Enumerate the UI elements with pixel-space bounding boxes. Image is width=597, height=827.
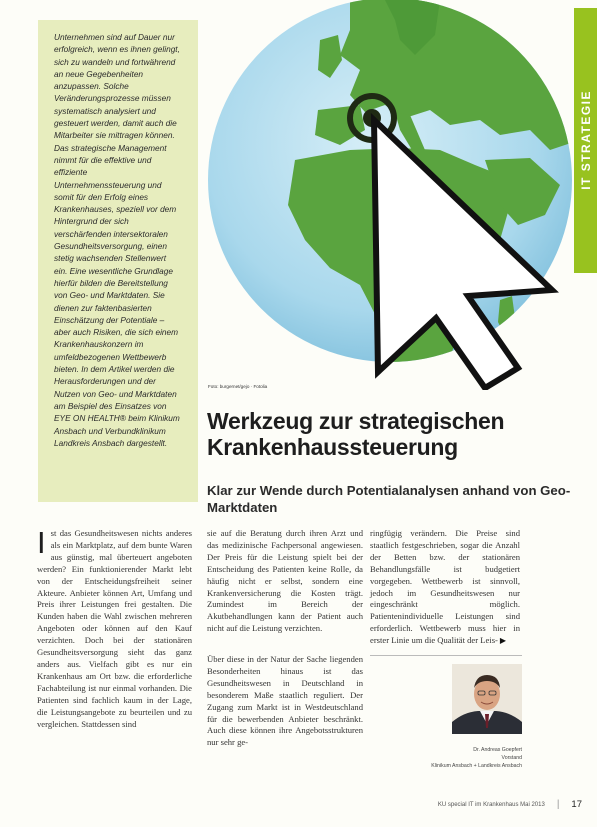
section-tab-label: IT STRATEGIE (578, 90, 593, 190)
drop-cap: I (37, 525, 46, 560)
body-column-2-top: sie auf die Beratung durch ihren Arzt und das medizinische Fachpersonal angewiesen. Der Preis für die Leistung spielt bei der Entscheidung des Patienten keine Rolle, da häufig nicht er selbst, sondern eine Krankenversicherung die Kosten trägt. Zumindest im Bereich der Akutbehandlungen kann der Patient auch nicht auf die Leistung verzichten. (207, 528, 363, 634)
portrait-caption (372, 746, 522, 771)
publication-name: KU special IT im Krankenhaus Mai 2013 (437, 801, 545, 808)
author-portrait (452, 664, 522, 734)
globe-cursor-graphic (200, 0, 580, 390)
article-title: Werkzeug zur strategischen Krankenhaussteuerung (207, 408, 505, 460)
portrait-role: Vorstand (501, 755, 522, 762)
body-column-1: Ist das Gesundheitswesen nichts anderes als ein Marktplatz, auf dem bunte Waren aus günstig, mal überteuert angeboten werden? Ein funktionierender Markt lebt von der Entscheidungsfreiheit seiner Akteure. Anbieter können Art, Umfang und Preis ihrer Leistungen frei gestalten. Die Kunden haben die Wahl zwischen mehreren Angeboten oder können auf den Kauf verzichten. Doch bei der stationären Gesundheitsversorgung sieht das ganz anders aus. Vielfach gibt es nur ein Krankenhaus am Ort bzw. die erforderliche Fachabteilung ist nur einmal vorhanden. Die Patienten sind fachlich kaum in der Lage, die Leistungsangebote zu beurteilen und zu vergleichen. Stattdessen sind (37, 525, 192, 729)
page-number: 17 (571, 799, 582, 810)
portrait-image (452, 664, 522, 734)
portrait-name: Dr. Andreas Goepfert (473, 747, 522, 753)
hero-illustration (200, 0, 580, 390)
body-column-3: ringfügig verändern. Die Preise sind staatlich festgeschrieben, sogar die Anzahl der Betten bzw. der stationären Behandlungsfälle ist budgetiert vorgegeben. Wettbewerb ist sinnvoll, jedoch im Gesundheitswesen nur eingeschränkt möglich. Patientenindividuelle Leistungen sind erforderlich. Wettbewerb muss hier in erster Linie um die Qualität der Leis- ▶ (370, 528, 520, 646)
continue-arrow-icon: ▶ (499, 636, 507, 646)
intro-text: Unternehmen sind auf Dauer nur erfolgreich, wenn es ihnen gelingt, sich zu wandeln und fortwährend an neue Gegebenheiten anzupassen. Solche Veränderungsprozesse müssen systematisch analysiert und gesteuert werden, damit auch die Mitarbeiter sie mittragen können. Das strategische Management nimmt für die effektive und effiziente Unternehmenssteuerung und somit für den Erfolg eines Krankenhauses, speziell vor dem Hintergrund der sich verschärfenden intersektoralen Gesundheitsversorgung, einen stetig wachsenden Stellenwert ein. Eine wesentliche Grundlage hierfür bilden die Bereitstellung von Geo- und Marktdaten. Sie dienen zur faktenbasierten Einschätzung der Potentiale – aber auch Risiken, die sich einem Krankenhauskonzern im umfeldbezogenen Wettbewerb bieten. In dem Artikel werden die Herausforderungen und der Nutzen von Geo- und Marktdaten am Beispiel des Einsatzes von EYE ON HEALTH® beim Klinikum Ansbach und Verbundklinikum Landkreis Ansbach dargestellt. (54, 32, 180, 448)
portrait-org: Klinikum Ansbach + Landkreis Ansbach (431, 763, 522, 770)
footer-separator: | (556, 799, 560, 810)
photo-credit: Foto: burgernet/gejo · Fotolia (208, 384, 268, 389)
page-footer (388, 799, 582, 810)
column-divider (370, 655, 522, 656)
body-column-2-bottom: Über diese in der Natur der Sache liegenden Besonderheiten hinaus ist das Gesundheitswesen in Deutschland in besonderem Maße staatlich reguliert. Der Zugang zum Markt ist in Westdeutschland für die bewerbenden Anbieter beschränkt. Auch diese können ihre Angebotsstrukturen nur sehr ge- (207, 654, 363, 748)
article-subtitle: Klar zur Wende durch Potentialanalysen anhand von Geo-Marktdaten (207, 483, 571, 515)
